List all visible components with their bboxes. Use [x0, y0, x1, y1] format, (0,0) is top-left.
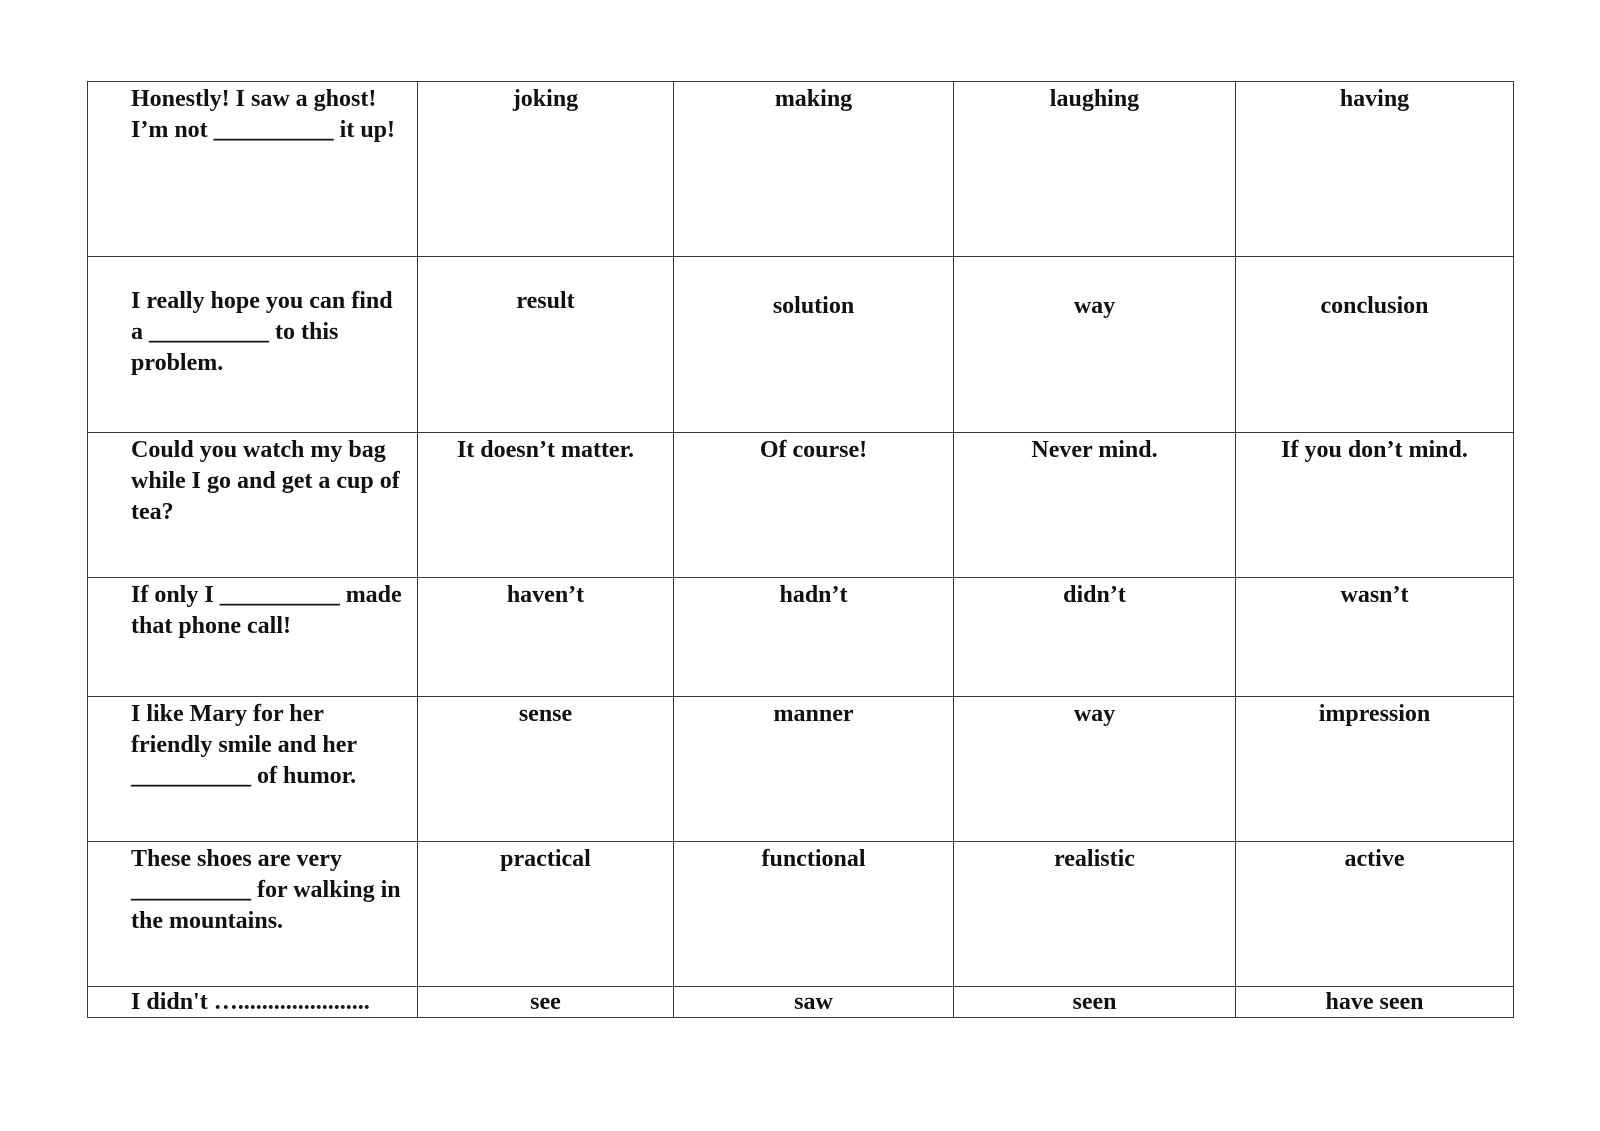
- option-cell: [1236, 578, 1514, 697]
- option-cell: [674, 257, 954, 433]
- option-b: Of course!: [759, 437, 868, 463]
- option-cell: [1236, 842, 1514, 987]
- option-cell: [418, 257, 674, 433]
- option-c: seen: [1072, 989, 1117, 1015]
- option-a: practical: [500, 846, 591, 872]
- option-cell: [954, 82, 1236, 257]
- question-text: If only I __________ made that phone call!: [131, 582, 402, 639]
- question-text: Honestly! I saw a ghost! I’m not __________ it up!: [131, 86, 396, 143]
- question-row: [88, 257, 1514, 433]
- question-text: I didn't …......................: [131, 989, 370, 1015]
- option-cell: [1236, 987, 1514, 1018]
- question-row: [88, 433, 1514, 578]
- question-cell: [88, 433, 418, 578]
- option-cell: [674, 433, 954, 578]
- option-b: saw: [794, 989, 833, 1015]
- question-cell: [88, 987, 418, 1018]
- question-cell: [88, 257, 418, 433]
- question-row: [88, 842, 1514, 987]
- option-a: result: [516, 288, 575, 314]
- option-c: didn’t: [1063, 582, 1126, 608]
- option-cell: [1236, 433, 1514, 578]
- question-cell: [88, 578, 418, 697]
- option-d: having: [1339, 86, 1410, 112]
- option-a: haven’t: [506, 582, 585, 608]
- option-cell: [954, 578, 1236, 697]
- option-cell: [674, 987, 954, 1018]
- question-cell: [88, 842, 418, 987]
- question-row: [88, 578, 1514, 697]
- option-d: impression: [1318, 701, 1431, 727]
- option-b: hadn’t: [779, 582, 848, 608]
- option-c: laughing: [1049, 86, 1140, 112]
- option-cell: [418, 842, 674, 987]
- option-cell: [954, 433, 1236, 578]
- option-cell: [674, 697, 954, 842]
- question-row: [88, 697, 1514, 842]
- option-b: solution: [772, 293, 855, 319]
- question-text: These shoes are very __________ for walking in the mountains.: [131, 846, 401, 934]
- option-b: manner: [773, 701, 854, 727]
- option-a: It doesn’t matter.: [456, 437, 635, 463]
- option-c: realistic: [1054, 846, 1135, 872]
- option-cell: [954, 987, 1236, 1018]
- option-cell: [418, 697, 674, 842]
- question-row: [88, 82, 1514, 257]
- option-d: active: [1344, 846, 1405, 872]
- option-cell: [954, 257, 1236, 433]
- option-cell: [954, 842, 1236, 987]
- question-text: Could you watch my bag while I go and get a cup of tea?: [131, 437, 400, 525]
- option-d: have seen: [1325, 989, 1424, 1015]
- option-a: see: [530, 989, 561, 1015]
- option-cell: [954, 697, 1236, 842]
- option-d: If you don’t mind.: [1281, 437, 1468, 463]
- option-cell: [1236, 82, 1514, 257]
- option-cell: [674, 578, 954, 697]
- question-cell: [88, 697, 418, 842]
- option-cell: [674, 842, 954, 987]
- option-d: conclusion: [1320, 293, 1429, 319]
- question-row: [88, 987, 1514, 1018]
- option-cell: [418, 82, 674, 257]
- option-b: making: [774, 86, 853, 112]
- option-d: wasn’t: [1340, 582, 1409, 608]
- option-c: way: [1073, 293, 1116, 319]
- option-cell: [1236, 697, 1514, 842]
- option-c: way: [1073, 701, 1116, 727]
- question-cell: [88, 82, 418, 257]
- question-text: I like Mary for her friendly smile and her __________ of humor.: [131, 701, 357, 789]
- option-cell: [418, 987, 674, 1018]
- option-cell: [1236, 257, 1514, 433]
- multiple-choice-table: [87, 81, 1514, 1018]
- option-a: sense: [518, 701, 573, 727]
- option-cell: [418, 578, 674, 697]
- question-text: I really hope you can find a __________ to this problem.: [131, 288, 393, 376]
- option-cell: [674, 82, 954, 257]
- option-b: functional: [761, 846, 866, 872]
- option-cell: [418, 433, 674, 578]
- option-a: joking: [512, 86, 579, 112]
- option-c: Never mind.: [1031, 437, 1158, 463]
